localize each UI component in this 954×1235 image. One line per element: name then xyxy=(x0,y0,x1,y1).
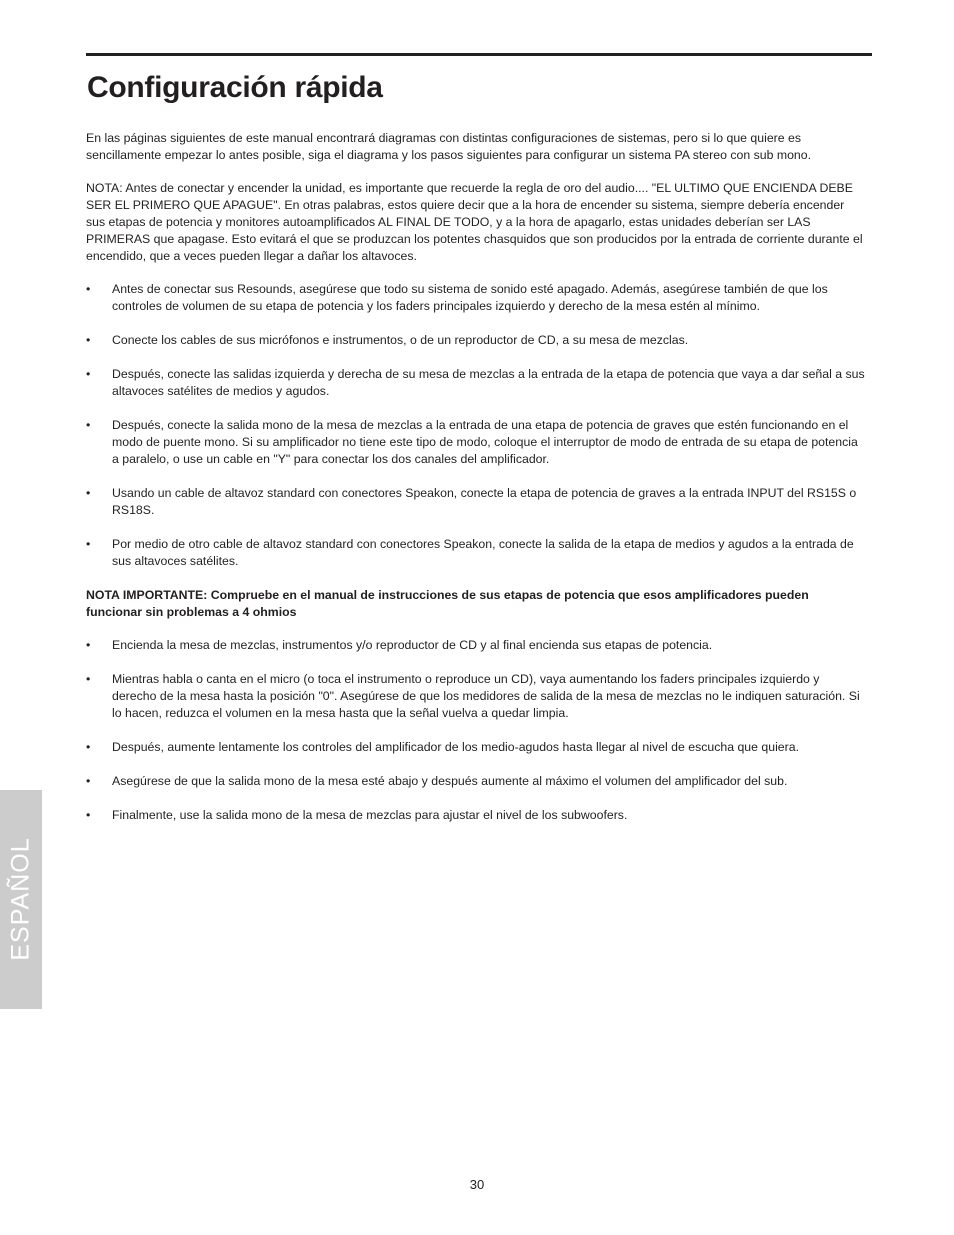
list-item-text: Asegúrese de que la salida mono de la mesa esté abajo y después aumente al máximo el volumen del amplificador del sub. xyxy=(112,774,788,788)
page-body xyxy=(86,130,866,841)
list-item-text: Antes de conectar sus Resounds, asegúrese que todo su sistema de sonido esté apagado. Además, asegúrese también de que los controles de volumen de su etapa de potencia y los faders principales izquierdo y derecho de la mesa estén al mínimo. xyxy=(112,282,828,313)
list-item-text: Usando un cable de altavoz standard con conectores Speakon, conecte la etapa de potencia de graves a la entrada INPUT del RS15S o RS18S. xyxy=(112,486,857,517)
bullet-icon: • xyxy=(86,367,91,381)
list-item xyxy=(86,637,866,654)
bullet-icon: • xyxy=(86,486,91,500)
page-title: Configuración rápida xyxy=(87,71,383,104)
list-item-text: Por medio de otro cable de altavoz standard con conectores Speakon, conecte la salida de la etapa de medios y agudos a la entrada de sus altavoces satélites. xyxy=(112,537,854,568)
language-tab-label: ESPAÑOL xyxy=(6,837,35,961)
list-item-text: Conecte los cables de sus micrófonos e instrumentos, o de un reproductor de CD, a su mesa de mezclas. xyxy=(112,333,689,347)
note-paragraph: NOTA: Antes de conectar y encender la unidad, es importante que recuerde la regla de oro del audio.... "EL ULTIMO QUE ENCIENDA DEBE SER EL PRIMERO QUE APAGUE". En otras palabras, estos quiere decir que a la hora de encender su sistema, siempre debería encender sus etapas de potencia y monitores autoamplificados AL FINAL DE TODO, y a la hora de apagarlo, estas unidades deberían ser LAS PRIMERAS que apagase. Esto evitará el que se produzcan los potentes chasquidos que son producidos por la entrada de corriente durante el encendido, que a veces pueden llegar a dañar los altavoces. xyxy=(86,181,863,263)
steps-list-b xyxy=(86,637,866,824)
list-item xyxy=(86,773,866,790)
list-item xyxy=(86,807,866,824)
bullet-icon: • xyxy=(86,638,91,652)
bullet-icon: • xyxy=(86,282,91,296)
intro-paragraph: En las páginas siguientes de este manual encontrará diagramas con distintas configuraciones de sistemas, pero si lo que quiere es sencillamente empezar lo antes posible, siga el diagrama y los pasos siguientes para configurar un sistema PA stereo con sub mono. xyxy=(86,131,811,162)
bullet-icon: • xyxy=(86,537,91,551)
top-rule xyxy=(86,53,872,56)
important-note: NOTA IMPORTANTE: Compruebe en el manual de instrucciones de sus etapas de potencia que esos amplificadores pueden funcionar sin problemas a 4 ohmios xyxy=(86,588,809,619)
bullet-icon: • xyxy=(86,333,91,347)
list-item-text: Después, conecte las salidas izquierda y derecha de su mesa de mezclas a la entrada de la etapa de potencia que vaya a dar señal a sus altavoces satélites de medios y agudos. xyxy=(112,367,865,398)
list-item xyxy=(86,536,866,570)
list-item-text: Mientras habla o canta en el micro (o toca el instrumento o reproduce un CD), vaya aumentando los faders principales izquierdo y derecho de la mesa hasta la posición "0". Asegúrese de que los medidores de salida de la mesa de mezclas no le indiquen saturación. Si lo hacen, reduzca el volumen en la mesa hasta que la señal vuelva a quedar limpia. xyxy=(112,672,860,720)
list-item xyxy=(86,671,866,722)
list-item xyxy=(86,485,866,519)
language-side-tab xyxy=(0,790,42,1009)
list-item xyxy=(86,332,866,349)
bullet-icon: • xyxy=(86,808,91,822)
list-item-text: Encienda la mesa de mezclas, instrumentos y/o reproductor de CD y al final encienda sus etapas de potencia. xyxy=(112,638,713,652)
list-item xyxy=(86,281,866,315)
bullet-icon: • xyxy=(86,740,91,754)
page-number: 30 xyxy=(469,1177,485,1192)
list-item-text: Después, aumente lentamente los controles del amplificador de los medio-agudos hasta llegar al nivel de escucha que quiera. xyxy=(112,740,799,754)
bullet-icon: • xyxy=(86,774,91,788)
list-item-text: Después, conecte la salida mono de la mesa de mezclas a la entrada de una etapa de potencia de graves que estén funcionando en el modo de puente mono. Si su amplificador no tiene este tipo de modo, coloque el interruptor de modo de entrada de su etapa de potencia a paralelo, o use un cable en "Y" para conectar los dos canales del amplificador. xyxy=(112,418,858,466)
list-item xyxy=(86,739,866,756)
list-item-text: Finalmente, use la salida mono de la mesa de mezclas para ajustar el nivel de los subwoofers. xyxy=(112,808,628,822)
list-item xyxy=(86,366,866,400)
steps-list-a xyxy=(86,281,866,570)
bullet-icon: • xyxy=(86,672,91,686)
list-item xyxy=(86,417,866,468)
bullet-icon: • xyxy=(86,418,91,432)
